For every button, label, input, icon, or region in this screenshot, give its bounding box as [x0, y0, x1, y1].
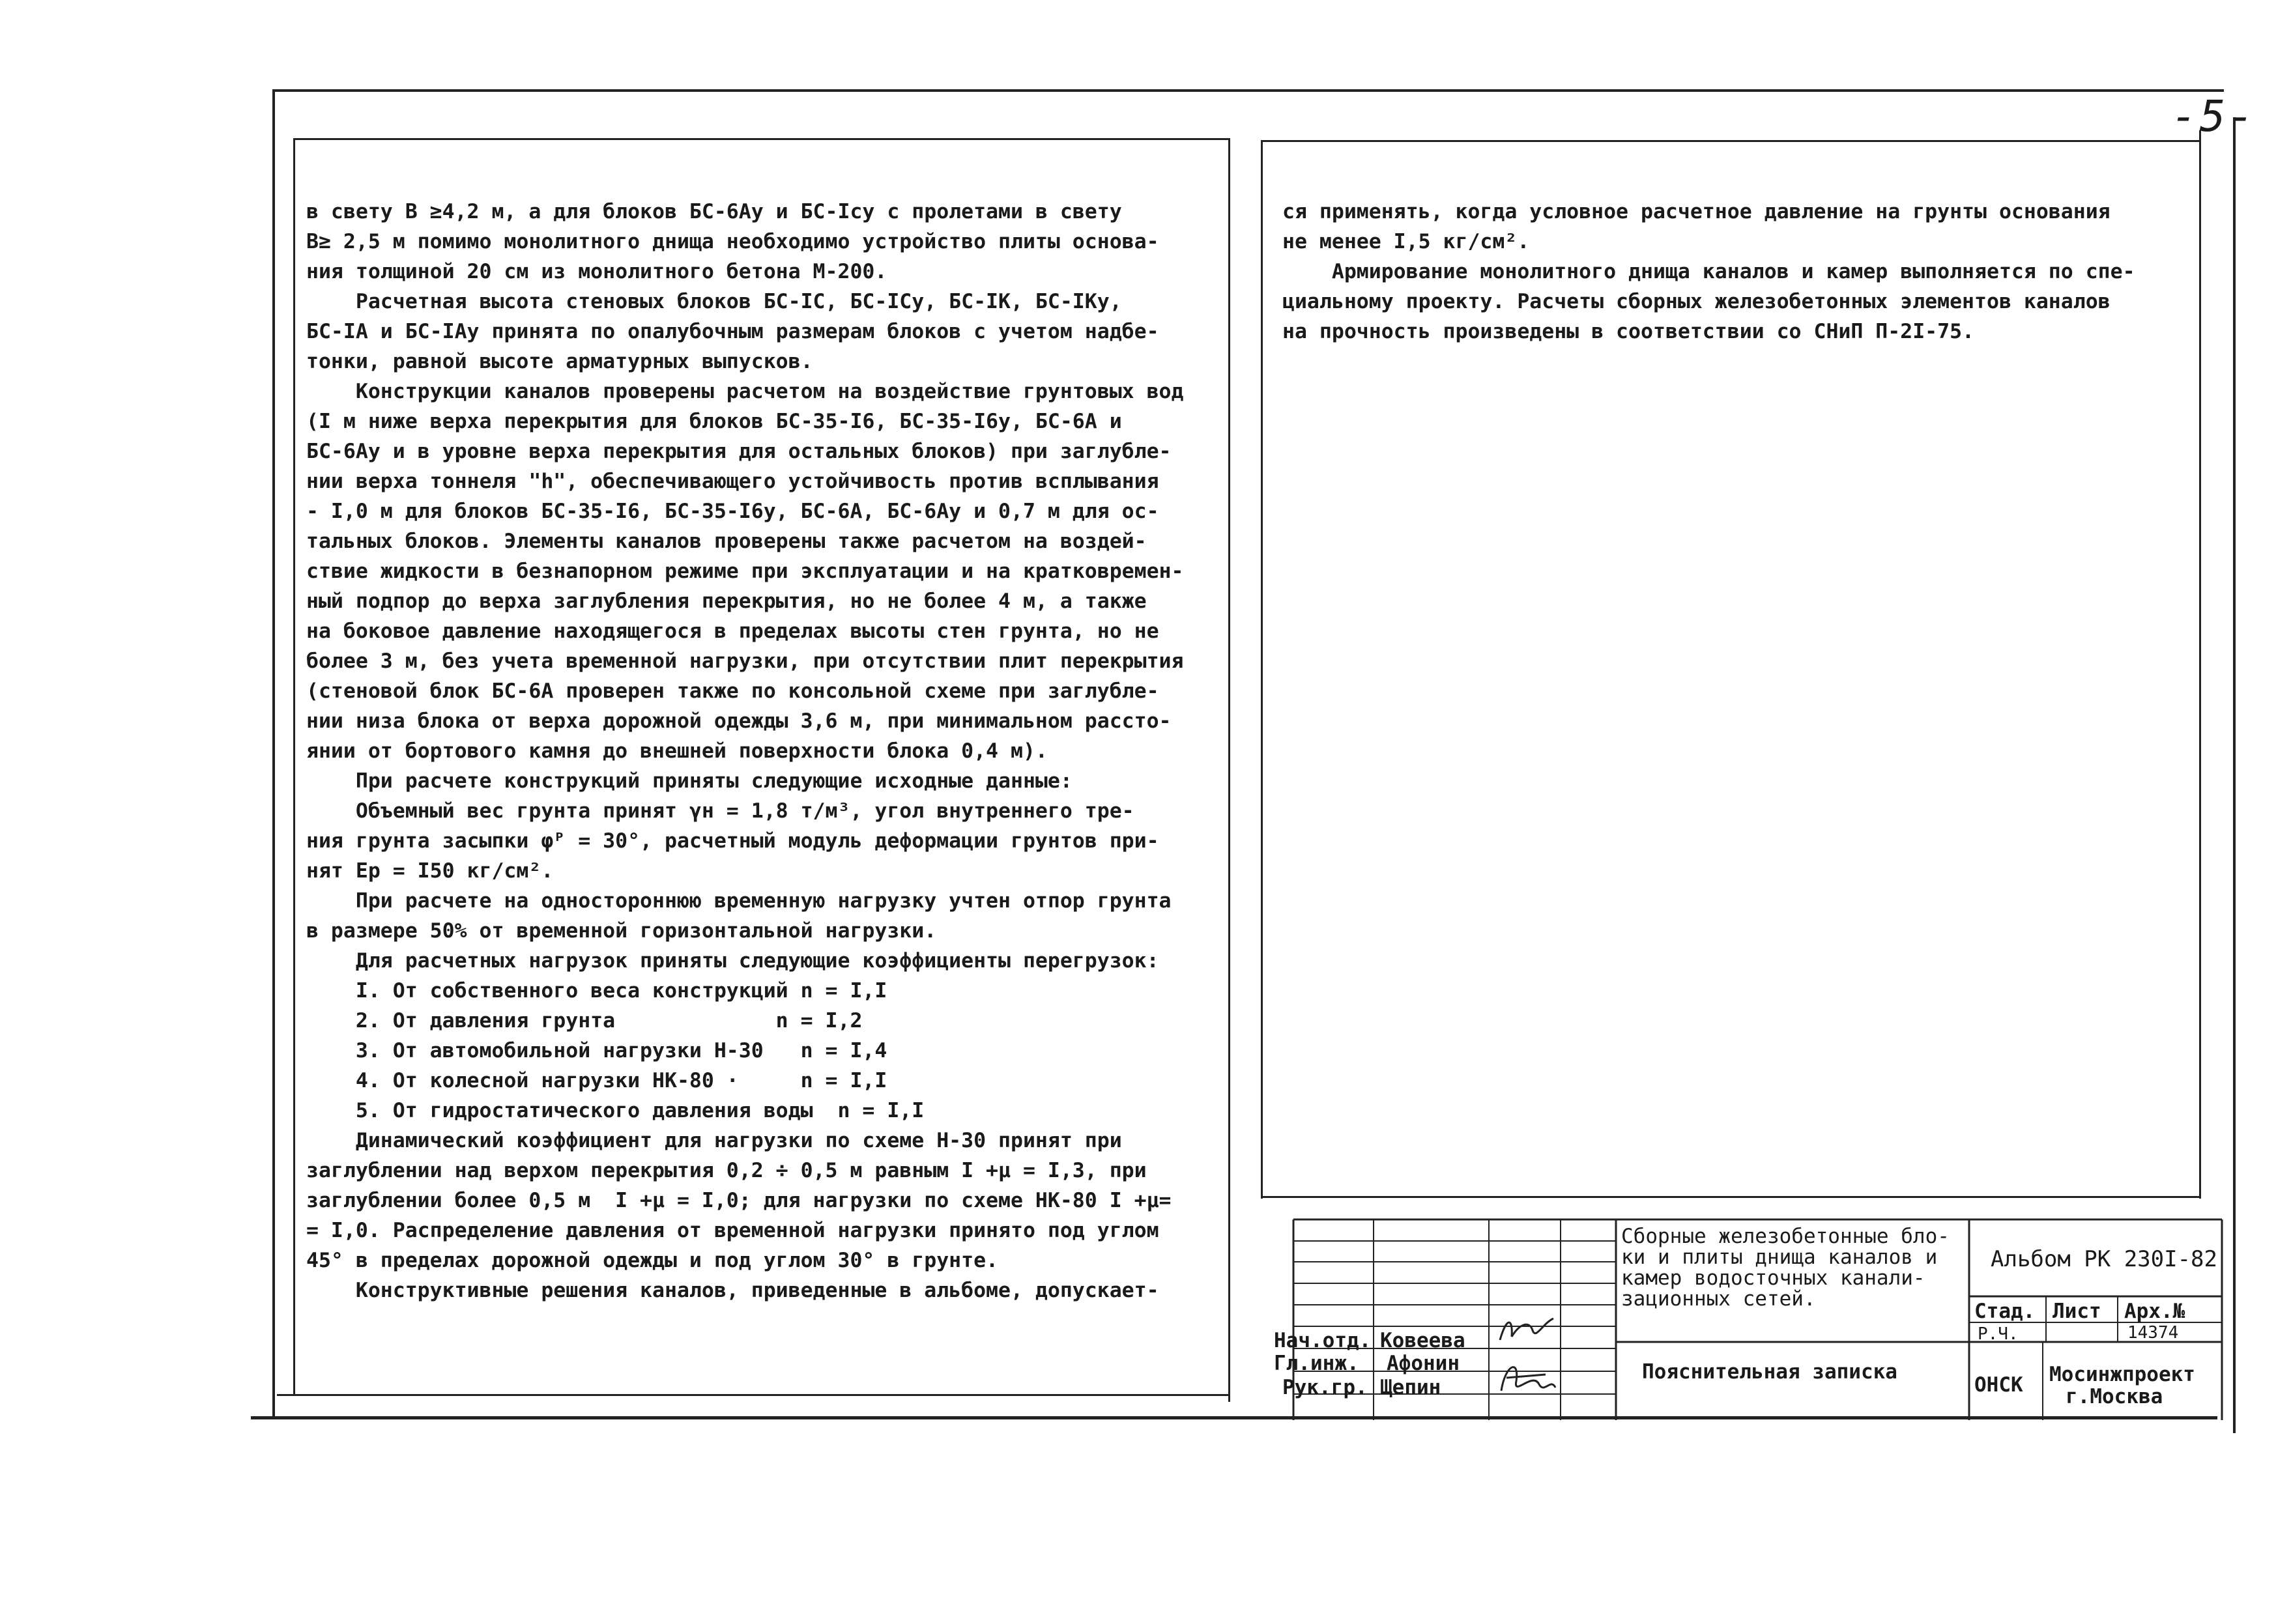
stage-label: Стад. [1974, 1300, 2036, 1323]
text-line: - I,0 м для блоков БС-35-I6, БС-35-I6у, БС-6А, БС-6Ау и 0,7 м для ос- [306, 500, 1159, 523]
text-line: Армирование монолитного днища каналов и камер выполняется по спе- [1282, 260, 2135, 283]
role-2: Гл.инж. [1274, 1352, 1359, 1375]
text-line: Для расчетных нагрузок приняты следующие коэффициенты перегрузок: [306, 949, 1159, 973]
text-line: янии от бортового камня до внешней поверхности блока 0,4 м). [306, 739, 1048, 763]
role-1: Нач.отд. [1274, 1329, 1372, 1352]
text-line: ный подпор до верха заглубления перекрытия, но не более 4 м, а также [306, 590, 1147, 613]
arch-label: Арх.№ [2124, 1300, 2185, 1323]
text-line: В≥ 2,5 м помимо монолитного днища необходимо устройство плиты основа- [306, 230, 1159, 253]
text-line: 4. От колесной нагрузки НК-80 · n = I,I [306, 1069, 887, 1092]
text-line: = I,0. Распределение давления от временной нагрузки принято под углом [306, 1219, 1159, 1242]
text-line: ния грунта засыпки φᴾ = 30°, расчетный модуль деформации грунтов при- [306, 829, 1159, 853]
text-line: (стеновой блок БС-6А проверен также по консольной схеме при заглубле- [306, 679, 1159, 703]
text-line: Объемный вес грунта принят γн = 1,8 т/м³, угол внутреннего тре- [306, 799, 1134, 823]
signature-2 [1493, 1352, 1559, 1404]
document-title: Пояснительная записка [1642, 1360, 1897, 1384]
text-line: в размере 50% от временной горизонтальной нагрузки. [306, 919, 937, 943]
text-line: Расчетная высота стеновых блоков БС-IС, БС-IСу, БС-IК, БС-IКу, [306, 290, 1122, 313]
text-line: тонки, равной высоте арматурных выпусков. [306, 350, 813, 373]
text-line: Конструктивные решения каналов, приведенные в альбоме, допускает- [306, 1279, 1159, 1302]
text-line: нии низа блока от верха дорожной одежды 3,6 м, при минимальном рассто- [306, 709, 1172, 733]
role-3: Рук.гр. [1282, 1376, 1368, 1399]
text-line: 3. От автомобильной нагрузки Н-30 n = I,4 [306, 1039, 887, 1062]
stage-value: Р.Ч. [1978, 1324, 2019, 1344]
text-line: БС-6Ау и в уровне верха перекрытия для остальных блоков) при заглубле- [306, 440, 1172, 463]
text-line: Конструкции каналов проверены расчетом на воздействие грунтовых вод [306, 380, 1184, 403]
name-1: Ковеева [1380, 1329, 1465, 1352]
description-line-4: зационных сетей. [1621, 1287, 1816, 1311]
department: ОНСК [1974, 1373, 2023, 1397]
page-number: -5- [2171, 91, 2257, 141]
text-line: I. От собственного веса конструкций n = I,I [306, 979, 887, 1003]
text-line: При расчете на одностороннюю временную нагрузку учтен отпор грунта [306, 889, 1172, 913]
text-line: нят Ep = I50 кг/см². [306, 859, 554, 883]
text-line: более 3 м, без учета временной нагрузки, при отсутствии плит перекрытия [306, 649, 1184, 673]
text-line: ния толщиной 20 см из монолитного бетона М-200. [306, 260, 887, 283]
text-line: 2. От давления грунта n = I,2 [306, 1009, 863, 1033]
album-code: Альбом РК 230I-82 [1991, 1246, 2217, 1272]
text-line: циальному проекту. Расчеты сборных железобетонных элементов каналов [1282, 290, 2111, 313]
text-line: заглублении над верхом перекрытия 0,2 ÷ 0,5 м равным I +μ = I,3, при [306, 1159, 1147, 1182]
arch-value: 14374 [2127, 1323, 2179, 1343]
text-line: При расчете конструкций приняты следующие исходные данные: [306, 769, 1073, 793]
text-line: нии верха тоннеля "h", обеспечивающего устойчивость против всплывания [306, 470, 1159, 493]
description-line-2: ки и плиты днища каналов и [1621, 1246, 1938, 1269]
text-line: Динамический коэффициент для нагрузки по схеме Н-30 принят при [306, 1129, 1122, 1152]
text-line: на прочность произведены в соответствии со СНиП П-2I-75. [1282, 320, 1975, 343]
text-line: (I м ниже верха перекрытия для блоков БС-35-I6, БС-35-I6у, БС-6А и [306, 410, 1122, 433]
text-line: на боковое давление находящегося в пределах высоты стен грунта, но не [306, 620, 1159, 643]
organization-line-2: г.Москва [2066, 1385, 2163, 1408]
text-line: ствие жидкости в безнапорном режиме при эксплуатации и на кратковремен- [306, 560, 1184, 583]
name-2: Афонин [1387, 1352, 1460, 1375]
name-3: Щепин [1380, 1376, 1441, 1399]
text-line: БС-IА и БС-IАу принята по опалубочным размерам блоков с учетом надбе- [306, 320, 1159, 343]
text-line: ся применять, когда условное расчетное давление на грунты основания [1282, 200, 2111, 223]
text-line: 5. От гидростатического давления воды n = I,I [306, 1099, 925, 1122]
organization-line-1: Мосинжпроект [2049, 1363, 2195, 1386]
text-line: в свету В ≥4,2 м, а для блоков БС-6Ау и БС-Iсу с пролетами в свету [306, 200, 1122, 223]
text-line: 45° в пределах дорожной одежды и под углом 30° в грунте. [306, 1249, 999, 1272]
text-line: тальных блоков. Элементы каналов проверены также расчетом на воздей- [306, 530, 1147, 553]
description-line-3: камер водосточных канали- [1621, 1266, 1925, 1290]
text-line: заглублении более 0,5 м I +μ = I,0; для нагрузки по схеме НК-80 I +μ= [306, 1189, 1172, 1212]
sheet-label: Лист [2053, 1300, 2101, 1323]
description-line-1: Сборные железобетонные бло- [1621, 1225, 1950, 1248]
text-line: не менее I,5 кг/см². [1282, 230, 1530, 253]
signature-1 [1493, 1311, 1559, 1350]
